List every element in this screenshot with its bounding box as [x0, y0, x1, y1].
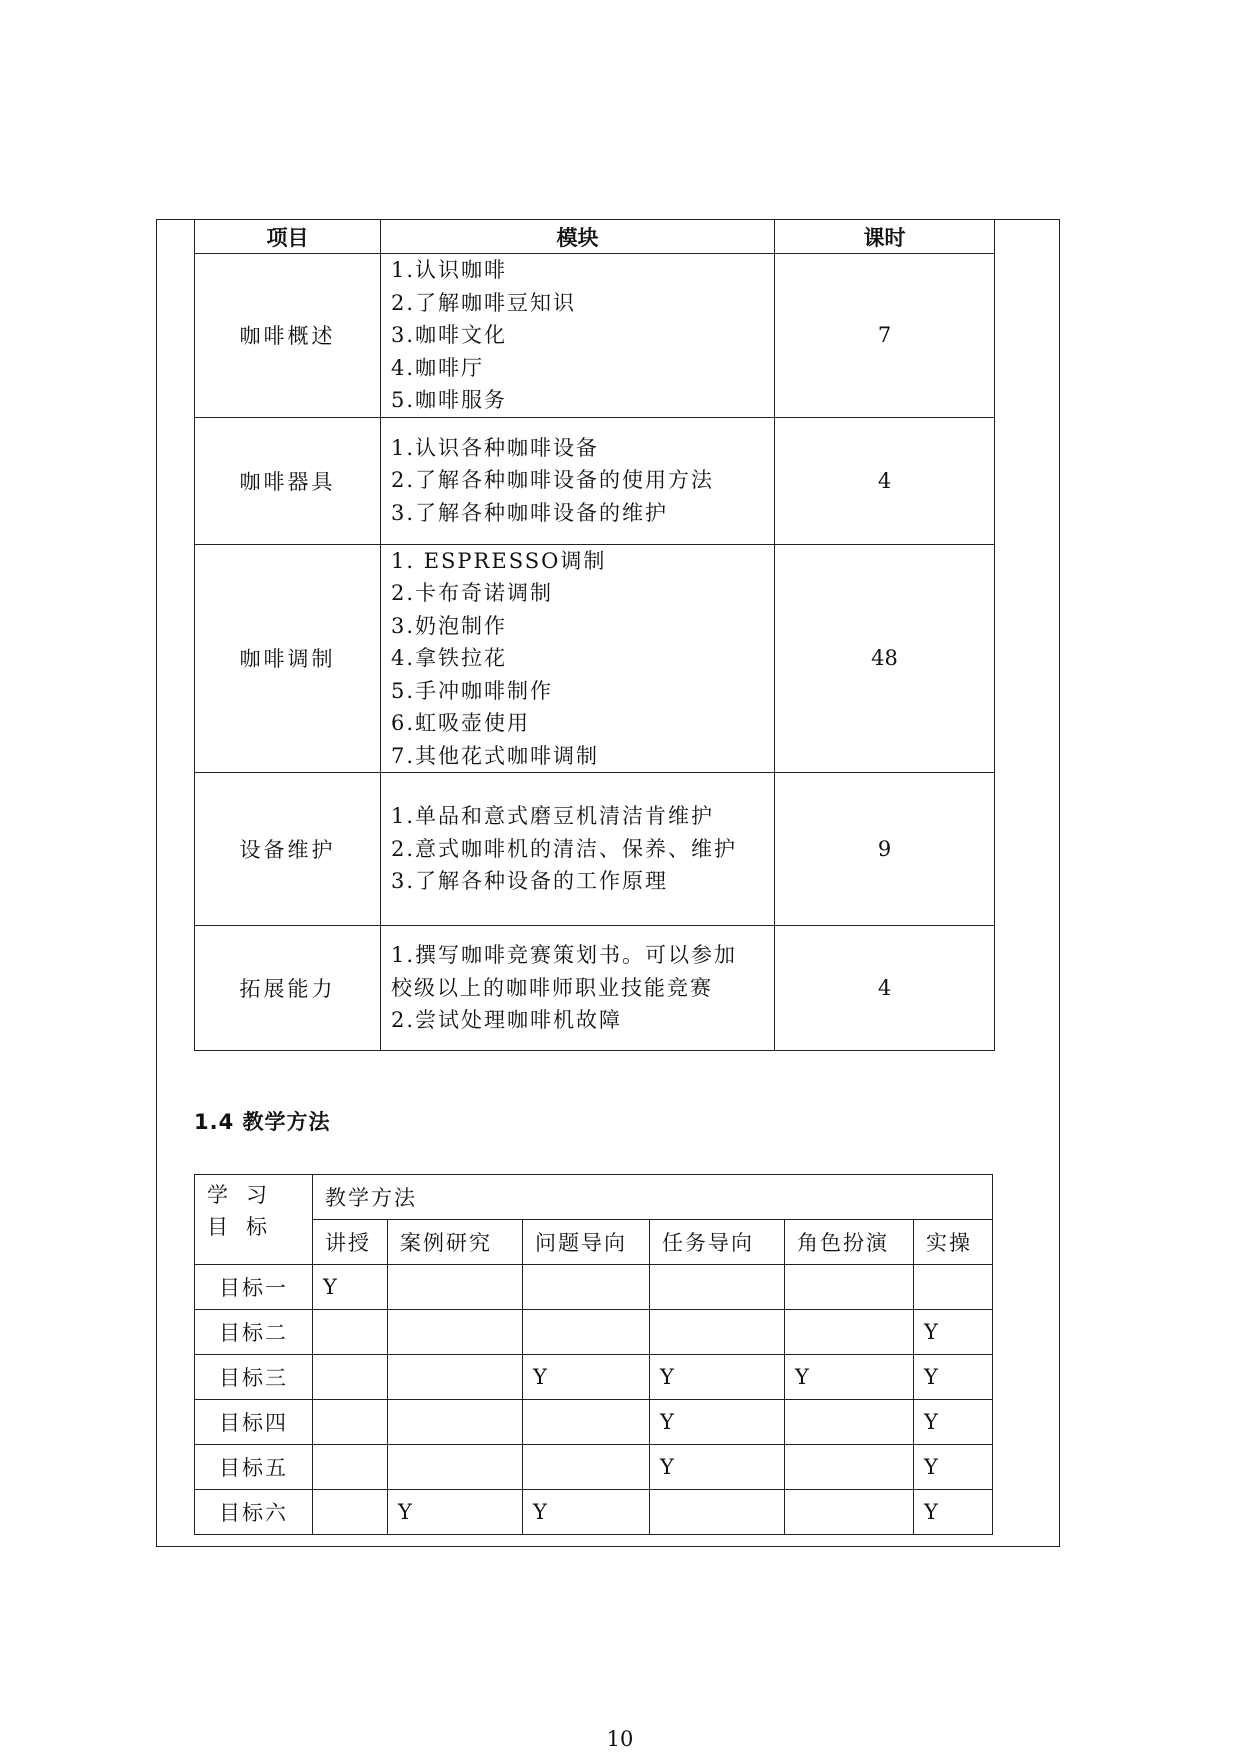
course-row	[195, 417, 995, 544]
method-table	[194, 1174, 993, 1535]
module-item: 3.了解各种咖啡设备的维护	[391, 500, 669, 525]
header-hours: 课时	[775, 220, 995, 254]
hours-cell: 9	[775, 773, 995, 926]
method-mark	[523, 1265, 650, 1310]
method-header: 任务导向	[650, 1220, 785, 1265]
method-group-header: 教学方法	[313, 1175, 993, 1220]
goal-label: 目标三	[195, 1355, 313, 1400]
course-row	[195, 544, 995, 773]
method-mark: Y	[523, 1355, 650, 1400]
goal-label: 目标五	[195, 1445, 313, 1490]
course-row	[195, 926, 995, 1051]
method-mark	[650, 1310, 785, 1355]
module-item: 1.撰写咖啡竞赛策划书。可以参加	[391, 943, 738, 968]
method-mark	[785, 1445, 914, 1490]
method-mark	[785, 1310, 914, 1355]
method-mark	[313, 1445, 388, 1490]
module-item: 1.认识各种咖啡设备	[391, 435, 600, 460]
module-item: 6.虹吸壶使用	[391, 711, 531, 735]
goal-label: 目标二	[195, 1310, 313, 1355]
header-module: 模块	[381, 220, 775, 254]
method-mark: Y	[650, 1400, 785, 1445]
goal-label: 目标六	[195, 1490, 313, 1535]
module-item: 2.尝试处理咖啡机故障	[391, 1008, 623, 1033]
module-item: 3.奶泡制作	[391, 613, 508, 638]
method-mark	[523, 1310, 650, 1355]
method-header: 实操	[914, 1220, 993, 1265]
method-mark: Y	[650, 1445, 785, 1490]
course-table	[194, 219, 995, 1051]
method-mark: Y	[313, 1265, 388, 1310]
goal-row	[195, 1355, 993, 1400]
method-mark	[388, 1355, 523, 1400]
module-item: 2.意式咖啡机的清洁、保养、维护	[391, 836, 738, 861]
modules-cell	[381, 544, 775, 773]
method-header: 问题导向	[523, 1220, 650, 1265]
method-mark	[914, 1265, 993, 1310]
module-item: 1.单品和意式磨豆机清洁肯维护	[391, 804, 715, 829]
module-item: 5.手冲咖啡制作	[391, 678, 554, 703]
module-item: 5.咖啡服务	[391, 388, 508, 412]
method-mark: Y	[388, 1490, 523, 1535]
method-mark	[388, 1445, 523, 1490]
modules-cell	[381, 773, 775, 926]
method-mark: Y	[914, 1310, 993, 1355]
method-mark	[650, 1490, 785, 1535]
method-header: 案例研究	[388, 1220, 523, 1265]
method-mark: Y	[914, 1490, 993, 1535]
hours-cell: 7	[775, 254, 995, 418]
hours-cell: 48	[775, 544, 995, 773]
hours-cell: 4	[775, 926, 995, 1051]
method-mark	[785, 1265, 914, 1310]
module-item: 3.咖啡文化	[391, 323, 508, 347]
goal-row	[195, 1490, 993, 1535]
goal-row	[195, 1265, 993, 1310]
method-mark	[388, 1310, 523, 1355]
method-mark	[650, 1265, 785, 1310]
modules-cell	[381, 417, 775, 544]
method-mark	[523, 1445, 650, 1490]
module-item: 4.拿铁拉花	[391, 646, 508, 670]
method-mark	[523, 1400, 650, 1445]
method-mark	[785, 1400, 914, 1445]
module-item: 2.了解咖啡豆知识	[391, 290, 577, 315]
module-item: 1. ESPRESSO调制	[391, 548, 607, 573]
project-cell: 咖啡调制	[195, 544, 381, 773]
module-item: 3.了解各种设备的工作原理	[391, 869, 669, 894]
method-mark: Y	[650, 1355, 785, 1400]
method-mark: Y	[914, 1355, 993, 1400]
method-header: 讲授	[313, 1220, 388, 1265]
course-table-header	[195, 220, 995, 254]
corner-label: 学习目标	[195, 1175, 313, 1265]
method-mark	[388, 1400, 523, 1445]
method-mark: Y	[914, 1400, 993, 1445]
course-row	[195, 773, 995, 926]
course-row	[195, 254, 995, 418]
method-mark	[388, 1265, 523, 1310]
goal-row	[195, 1310, 993, 1355]
project-cell: 设备维护	[195, 773, 381, 926]
method-mark	[785, 1490, 914, 1535]
modules-cell	[381, 926, 775, 1051]
module-item: 校级以上的咖啡师职业技能竞赛	[391, 975, 713, 1000]
method-mark: Y	[785, 1355, 914, 1400]
goal-row	[195, 1400, 993, 1445]
module-item: 1.认识咖啡	[391, 258, 508, 282]
module-item: 2.卡布奇诺调制	[391, 581, 554, 605]
method-mark: Y	[914, 1445, 993, 1490]
method-mark: Y	[523, 1490, 650, 1535]
hours-cell: 4	[775, 417, 995, 544]
module-item: 2.了解各种咖啡设备的使用方法	[391, 468, 715, 493]
method-mark	[313, 1355, 388, 1400]
method-mark	[313, 1400, 388, 1445]
page-number: 10	[606, 1727, 634, 1751]
project-cell: 咖啡概述	[195, 254, 381, 418]
project-cell: 拓展能力	[195, 926, 381, 1051]
method-mark	[313, 1310, 388, 1355]
goal-row	[195, 1445, 993, 1490]
modules-cell	[381, 254, 775, 418]
goal-label: 目标一	[195, 1265, 313, 1310]
header-project: 项目	[195, 220, 381, 254]
goal-label: 目标四	[195, 1400, 313, 1445]
section-title: 1.4 教学方法	[194, 1110, 331, 1134]
method-mark	[313, 1490, 388, 1535]
module-item: 7.其他花式咖啡调制	[391, 743, 600, 768]
project-cell: 咖啡器具	[195, 417, 381, 544]
method-header: 角色扮演	[785, 1220, 914, 1265]
module-item: 4.咖啡厅	[391, 355, 485, 380]
